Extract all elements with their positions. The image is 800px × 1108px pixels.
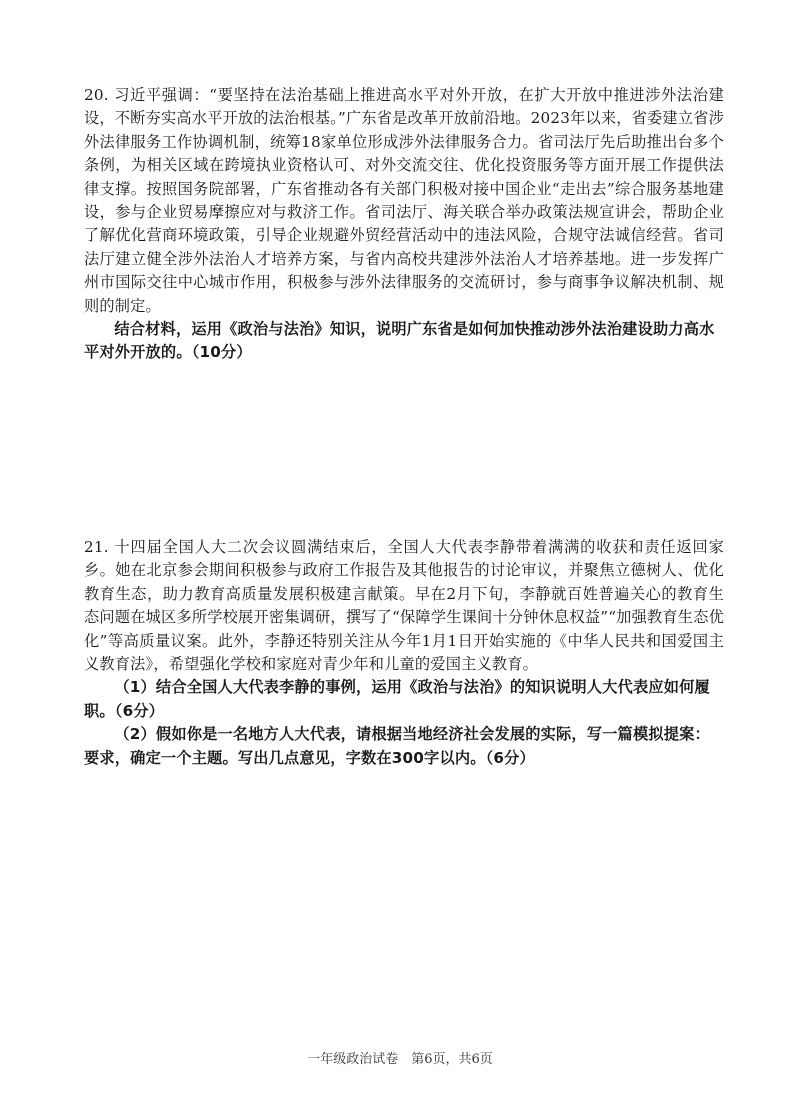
question-21 [84,536,724,770]
page-footer: 一年级政治试卷 第6页，共6页 [307,1052,493,1067]
question-21-part-1: （1）结合全国人大代表李静的事例，运用《政治与法治》的知识说明人大代表应如何履职。（6分） [84,678,710,720]
question-20-prompt: 结合材料，运用《政治与法治》知识，说明广东省是如何加快推动涉外法治建设助力高水平对外开放的。（10分） [84,320,715,362]
question-20-material: 20. 习近平强调：“要坚持在法治基础上推进高水平对外开放，在扩大开放中推进涉外法治建设，不断夯实高水平开放的法治根基。”广东省是改革开放前沿地。2023年以来，省委建立省涉外法律服务工作协调机制，统筹18家单位形成涉外法律服务合力。省司法厅先后助推出台多个条例，为相关区域在跨境执业资格认可、对外交流交往、优化投资服务等方面开展工作提供法律支撑。按照国务院部署，广东省推动各有关部门积极对接中国企业“走出去”综合服务基地建设，参与企业贸易摩擦应对与救济工作。省司法厅、海关联合举办政策法规宣讲会，帮助企业了解优化营商环境政策，引导企业规避外贸经营活动中的违法风险，合规守法诚信经营。省司法厅建立健全涉外法治人才培养方案，与省内高校共建涉外法治人才培养基地。进一步发挥广州市国际交往中心城市作用，积极参与涉外法律服务的交流研讨，参与商事争议解决机制、规则的制定。 [84,86,724,315]
question-21-material: 21. 十四届全国人大二次会议圆满结束后，全国人大代表李静带着满满的收获和责任返回家乡。她在北京参会期间积极参与政府工作报告及其他报告的讨论审议，并聚焦立德树人、优化教育生态，助力教育高质量发展积极建言献策。早在2月下旬，李静就百姓普遍关心的教育生态问题在城区多所学校展开密集调研，撰写了“保障学生课间十分钟休息权益”“加强教育生态优化”等高质量议案。此外，李静还特别关注从今年1月1日开始实施的《中华人民共和国爱国主义教育法》，希望强化学校和家庭对青少年和儿童的爱国主义教育。 [84,538,724,674]
question-20 [84,84,724,365]
question-21-part-2: （2）假如你是一名地方人大代表，请根据当地经济社会发展的实际，写一篇模拟提案：要求，确定一个主题。写出几点意见，字数在300字以内。（6分） [84,725,710,767]
